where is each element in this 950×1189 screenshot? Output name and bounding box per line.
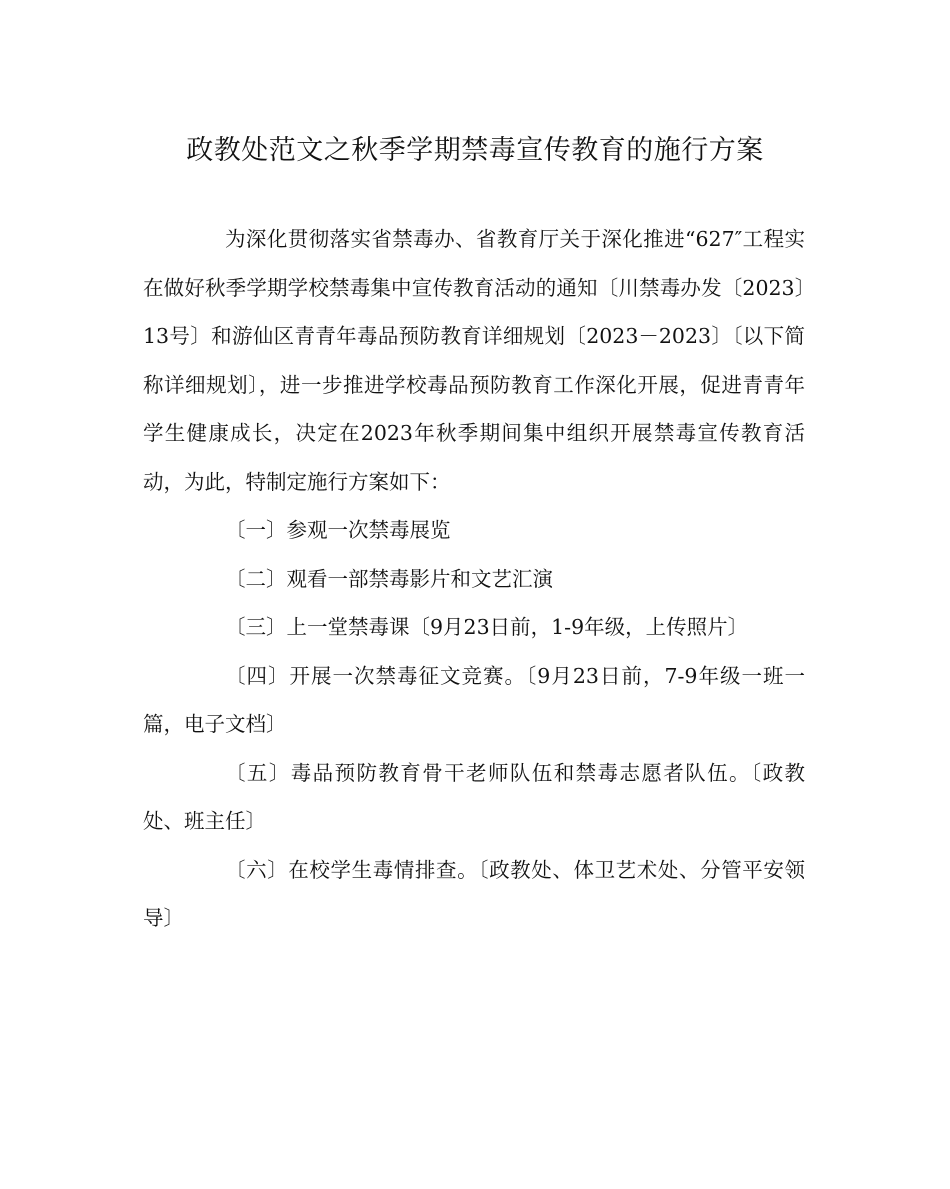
intro-paragraph: 为深化贯彻落实省禁毒办、省教育厅关于深化推进“627″工程实在做好秋季学期学校禁毒集中宣传教育活动的通知〔川禁毒办发〔2023〕13号〕和游仙区青青年毒品预防教育详细规划〔2023－2023〕〔以下简称详细规划〕，进一步推进学校毒品预防教育工作深化开展，促进青青年学生健康成长，决定在2023年秋季期间集中组织开展禁毒宣传教育活动，为此，特制定施行方案如下： bbox=[143, 227, 805, 494]
list-item-5: 〔五〕毒品预防教育骨干老师队伍和禁毒志愿者队伍。〔政教处、班主任〕 bbox=[143, 760, 805, 833]
document-title: 政教处范文之秋季学期禁毒宣传教育的施行方案 bbox=[186, 135, 764, 166]
list-item-3: 〔三〕上一堂禁毒课〔9月23日前，1-9年级，上传照片〕 bbox=[225, 615, 749, 639]
document-body bbox=[143, 215, 805, 943]
list-item-6: 〔六〕在校学生毒情排查。〔政教处、体卫艺术处、分管平安领导〕 bbox=[143, 857, 805, 930]
list-item-4: 〔四〕开展一次禁毒征文竞赛。〔9月23日前，7-9年级一班一篇，电子文档〕 bbox=[143, 663, 805, 736]
list-item-1: 〔一〕参观一次禁毒展览 bbox=[225, 518, 451, 542]
list-item-2: 〔二〕观看一部禁毒影片和文艺汇演 bbox=[225, 566, 553, 591]
